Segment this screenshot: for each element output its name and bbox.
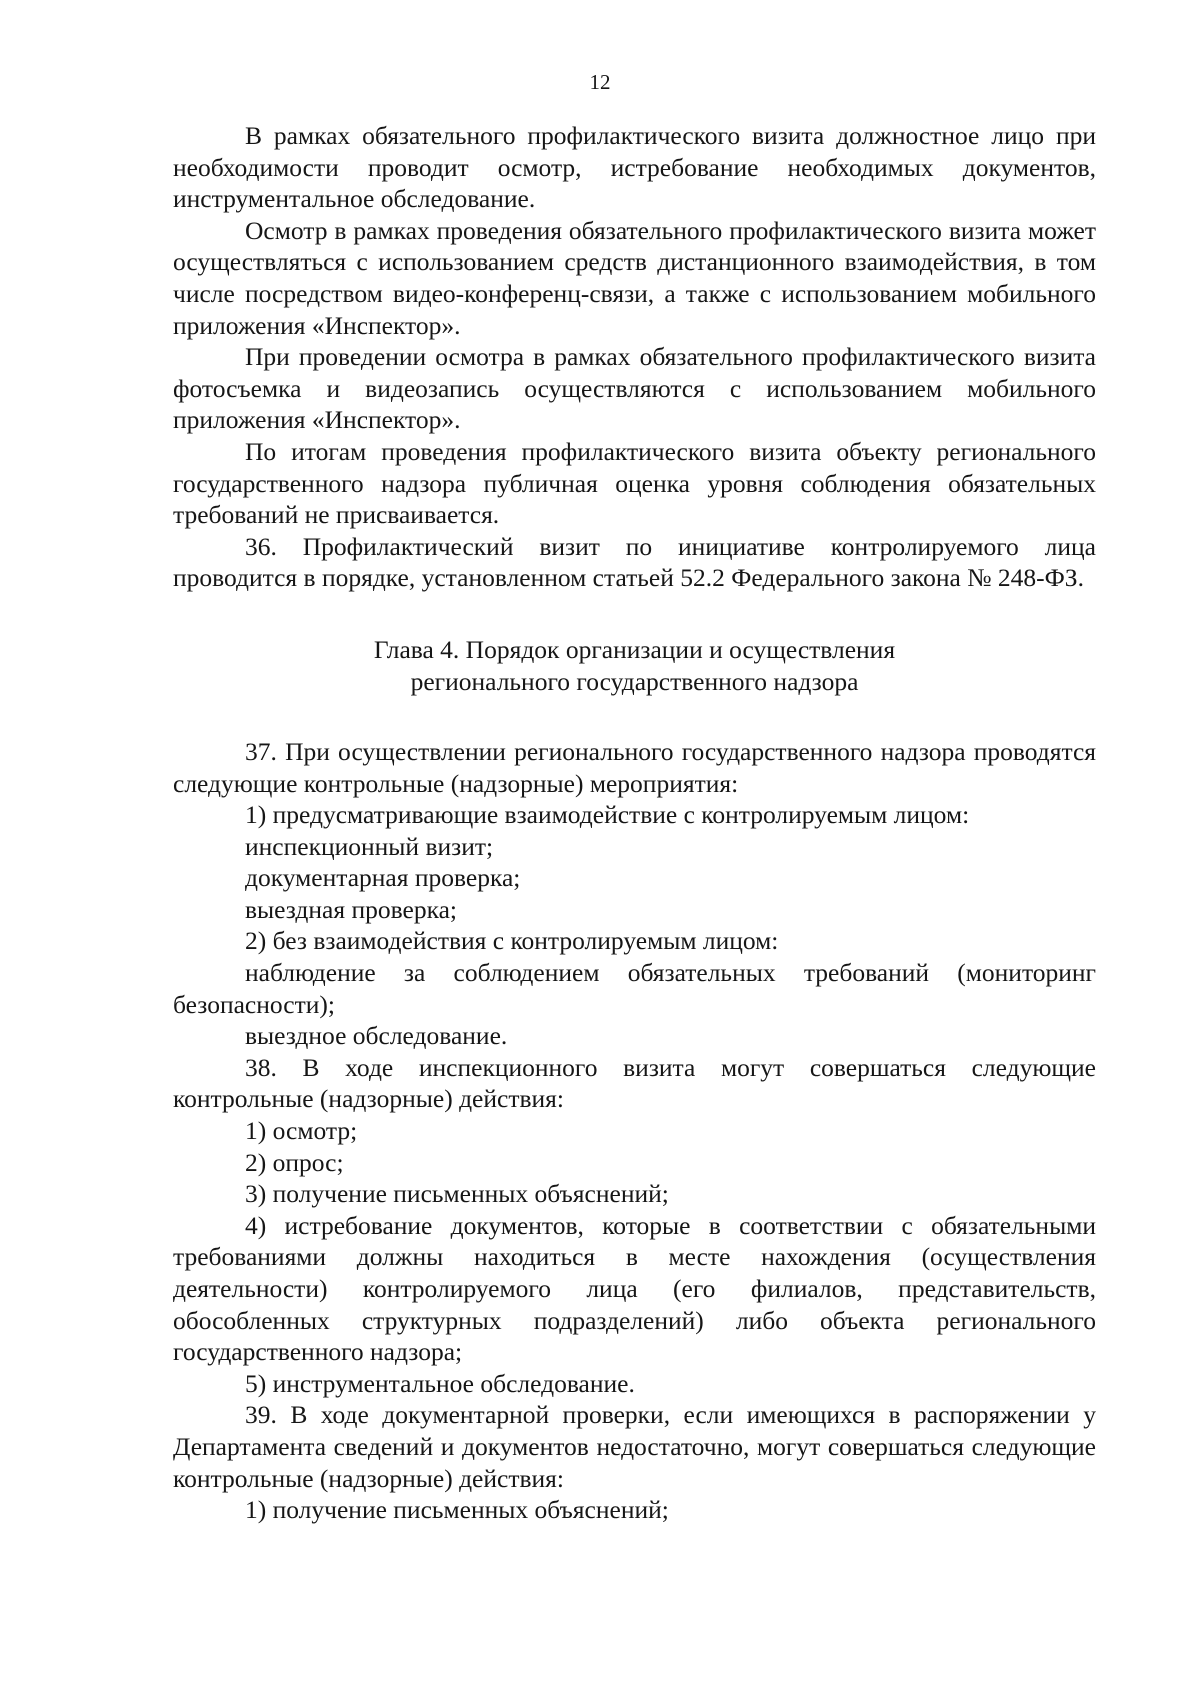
page-number: 12 bbox=[589, 70, 611, 94]
list-item: 2) опрос; bbox=[245, 1147, 344, 1177]
paragraph: По итогам проведения профилактического визита объекту регионального государственного надзора публичная оценка уровня соблюдения обязательных требований не присваивается. bbox=[173, 436, 1096, 530]
chapter-heading-line-1: Глава 4. Порядок организации и осуществления bbox=[373, 634, 896, 664]
chapter-heading bbox=[173, 634, 1096, 698]
list-item: инспекционный визит; bbox=[245, 831, 494, 861]
paragraph: 38. В ходе инспекционного визита могут совершаться следующие контрольные (надзорные) действия: bbox=[173, 1052, 1096, 1114]
paragraph: 36. Профилактический визит по инициативе контролируемого лица проводится в порядке, установленном статьей 52.2 Федерального закона № 248-ФЗ. bbox=[173, 531, 1096, 593]
paragraph: В рамках обязательного профилактического визита должностное лицо при необходимости проводит осмотр, истребование необходимых документов, инструментальное обследование. bbox=[173, 121, 1096, 214]
paragraph: 37. При осуществлении регионального государственного надзора проводятся следующие контрольные (надзорные) мероприятия: bbox=[173, 736, 1096, 798]
list-item: 4) истребование документов, которые в соответствии с обязательными требованиями должны находиться в месте нахождения (осуществления деятельности) контролируемого лица (его филиалов, представительств, обособленных структурных подразделений) либо объекта регионального государственного надзора; bbox=[173, 1210, 1096, 1367]
list-item: выездное обследование. bbox=[245, 1021, 508, 1051]
list-item: выездная проверка; bbox=[245, 894, 457, 924]
document-body bbox=[173, 120, 1096, 1526]
paragraph: При проведении осмотра в рамках обязательного профилактического визита фотосъемка и видеозапись осуществляются с использованием мобильного приложения «Инспектор». bbox=[173, 342, 1096, 435]
list-item: 3) получение письменных объяснений; bbox=[245, 1179, 669, 1209]
list-item: 5) инструментальное обследование. bbox=[245, 1368, 635, 1398]
list-item: документарная проверка; bbox=[245, 863, 521, 893]
list-item: 1) предусматривающие взаимодействие с контролируемым лицом: bbox=[245, 800, 970, 830]
list-item: 2) без взаимодействия с контролируемым лицом: bbox=[245, 926, 779, 956]
paragraph: Осмотр в рамках проведения обязательного профилактического визита может осуществляться с использованием средств дистанционного взаимодействия, в том числе посредством видео-конференц-связи, а также с использованием мобильного приложения «Инспектор». bbox=[173, 215, 1096, 340]
list-item: наблюдение за соблюдением обязательных требований (мониторинг безопасности); bbox=[173, 958, 1096, 1019]
list-item: 1) осмотр; bbox=[245, 1116, 358, 1146]
paragraph: 39. В ходе документарной проверки, если имеющихся в распоряжении у Департамента сведений и документов недостаточно, могут совершаться следующие контрольные (надзорные) действия: bbox=[173, 1400, 1096, 1493]
chapter-heading-line-2: регионального государственного надзора bbox=[410, 666, 859, 696]
list-item: 1) получение письменных объяснений; bbox=[245, 1495, 669, 1525]
